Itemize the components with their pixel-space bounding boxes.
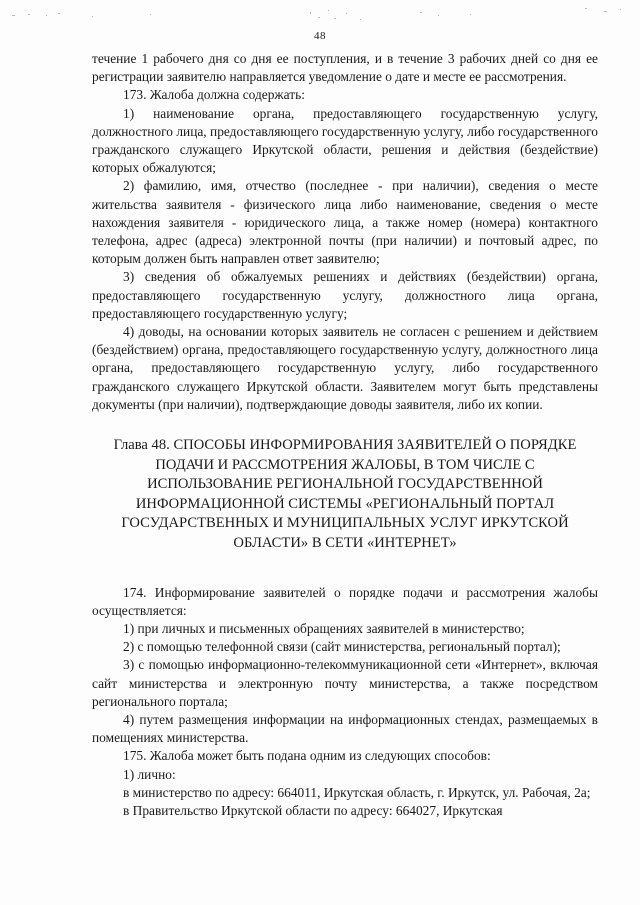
paragraph: 174. Информирование заявителей о порядке подачи и рассмотрения жалобы осуществляется: — [92, 584, 598, 618]
paragraphs-section-1 — [92, 50, 598, 414]
paragraph: течение 1 рабочего дня со дня ее поступления, и в течение 3 рабочих дней со дня ее регистрации заявителю направляется уведомление о дате и месте ее рассмотрения. — [92, 51, 598, 85]
chapter-heading: Глава 48. СПОСОБЫ ИНФОРМИРОВАНИЯ ЗАЯВИТЕЛЕЙ О ПОРЯДКЕ ПОДАЧИ И РАССМОТРЕНИЯ ЖАЛОБЫ, В ТОМ ЧИСЛЕ С ИСПОЛЬЗОВАНИЕ РЕГИОНАЛЬНОЙ ГОСУДАРСТВЕННОЙ ИНФОРМАЦИОННОЙ СИСТЕМЫ «РЕГИОНАЛЬНЫЙ ПОРТАЛ ГОСУДАРСТВЕННЫХ И МУНИЦИПАЛЬНЫХ УСЛУГ ИРКУТСКОЙ ОБЛАСТИ» В СЕТИ «ИНТЕРНЕТ» — [113, 437, 577, 552]
paragraph: 2) фамилию, имя, отчество (последнее - при наличии), сведения о месте жительства заявителя - физического лица либо наименование, сведения о месте нахождения заявителя - юридического лица, а также номер (номера) контактного телефона, адрес (адреса) электронной почты (при наличии) и почтовый адрес, по которым должен быть направлен ответ заявителю; — [92, 178, 598, 267]
page-number: 48 — [314, 30, 326, 42]
scan-noise — [0, 0, 640, 30]
paragraph: в министерство по адресу: 664011, Иркутская область, г. Иркутск, ул. Рабочая, 2а; — [123, 784, 591, 800]
paragraph: 1) наименование органа, предоставляющего государственную услугу, должностного лица, предоставляющего государственную услугу, либо государственного гражданского служащего Иркутской области, решения и действия (бездействие) которых обжалуются; — [92, 105, 598, 176]
paragraph: 1) при личных и письменных обращениях заявителей в министерство; — [123, 621, 525, 637]
paragraph: 173. Жалоба должна содержать: — [123, 87, 305, 103]
document-body — [92, 50, 598, 820]
paragraph: 4) путем размещения информации на информационных стендах, размещаемых в помещениях министерства. — [92, 712, 598, 746]
paragraph: 1) лично: — [123, 766, 176, 782]
paragraph: 2) с помощью телефонной связи (сайт министерства, региональный портал); — [123, 639, 561, 655]
paragraph: 175. Жалоба может быть подана одним из следующих способов: — [123, 748, 491, 764]
paragraph: в Правительство Иркутской области по адресу: 664027, Иркутская — [123, 803, 503, 819]
paragraphs-section-2 — [92, 584, 598, 821]
paragraph: 3) сведения об обжалуемых решениях и действиях (бездействии) органа, предоставляющего государственную услугу, должностного лица органа, предоставляющего государственную услугу; — [92, 269, 598, 321]
paragraph: 4) доводы, на основании которых заявитель не согласен с решением и действием (бездействием) органа, предоставляющего государственную услугу, должностного лица органа, предоставляющего государственную услугу, либо государственного гражданского служащего Иркутской области. Заявителем могут быть представлены документы (при наличии), подтверждающие доводы заявителя, либо их копии. — [92, 324, 598, 412]
paragraph: 3) с помощью информационно-телекоммуникационной сети «Интернет», включая сайт министерства и электронную почту министерства, а также посредством регионального портала; — [92, 657, 598, 709]
